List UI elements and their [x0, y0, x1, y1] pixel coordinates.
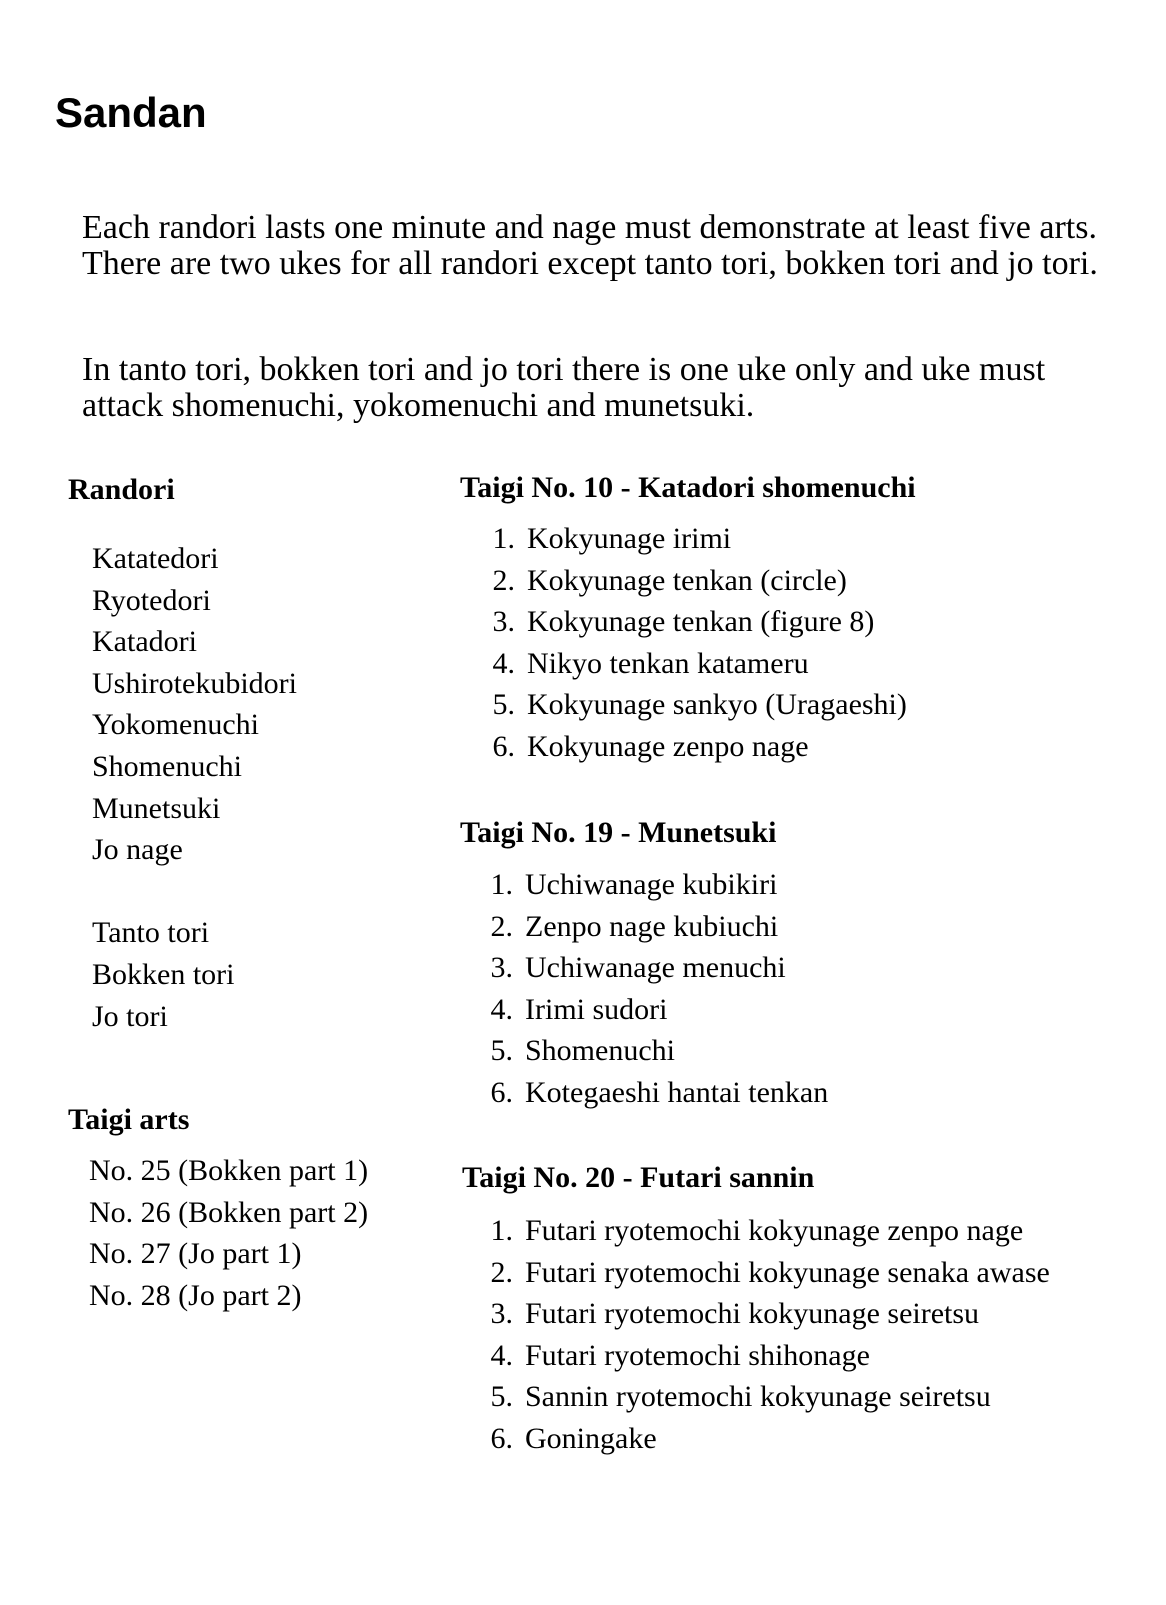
list-item: [473, 864, 828, 906]
taigi-arts-list: [89, 1150, 368, 1316]
item-text: Kokyunage irimi: [527, 522, 732, 555]
item-text: Kotegaeshi hantai tenkan: [525, 1075, 829, 1109]
item-number: 3.: [490, 1297, 513, 1331]
item-text: Futari ryotemochi shihonage: [525, 1338, 870, 1372]
list-item: Jo nage: [92, 833, 183, 867]
item-text: Irimi sudori: [525, 992, 668, 1026]
list-item: [475, 643, 907, 685]
item-text: Futari ryotemochi kokyunage seiretsu: [525, 1297, 980, 1331]
list-item: No. 27 (Jo part 1): [89, 1237, 302, 1271]
item-text: Kokyunage tenkan (circle): [527, 563, 847, 597]
randori-list: [92, 538, 297, 1037]
item-text: Uchiwanage kubikiri: [525, 868, 778, 901]
list-item: Katatedori: [92, 542, 219, 575]
list-item: Yokomenuchi: [92, 708, 259, 742]
item-number: 2.: [490, 909, 513, 943]
list-item: [475, 560, 907, 602]
item-number: 4.: [492, 646, 515, 680]
taigi-19-heading: Taigi No. 19 - Munetsuki: [460, 816, 777, 849]
item-text: Sannin ryotemochi kokyunage seiretsu: [525, 1380, 991, 1414]
taigi-19-list: [473, 864, 828, 1114]
list-item: Shomenuchi: [92, 749, 242, 783]
list-item: [473, 1335, 1050, 1377]
item-text: Kokyunage sankyo (Uragaeshi): [527, 688, 907, 722]
list-item: [473, 1252, 1050, 1294]
list-item: Ushirotekubidori: [92, 666, 297, 700]
item-number: 6.: [490, 1075, 513, 1109]
item-text: Zenpo nage kubiuchi: [525, 909, 779, 943]
list-item: [473, 989, 828, 1031]
list-item: [473, 947, 828, 989]
list-item: Bokken tori: [92, 957, 235, 991]
uke-paragraph: In tanto tori, bokken tori and jo tori there is one uke only and uke must attack shomenuchi, yokomenuchi and munetsuki.: [82, 351, 1046, 424]
list-item: No. 28 (Jo part 2): [89, 1278, 302, 1312]
item-text: Shomenuchi: [525, 1034, 675, 1068]
list-item: [473, 1376, 1050, 1418]
item-number: 4.: [490, 992, 513, 1026]
list-item: Tanto tori: [92, 916, 210, 950]
item-text: Futari ryotemochi kokyunage zenpo nage: [525, 1214, 1024, 1247]
item-number: 5.: [490, 1034, 513, 1068]
list-item: [475, 726, 907, 768]
taigi-arts-heading: Taigi arts: [68, 1103, 190, 1136]
list-item: [473, 906, 828, 948]
intro-paragraph: Each randori lasts one minute and nage must demonstrate at least five arts. There are two ukes for all randori except tanto tori, bokken tori and jo tori.: [82, 209, 1098, 282]
item-number: 1.: [492, 522, 515, 555]
list-item: No. 26 (Bokken part 2): [89, 1195, 369, 1229]
list-item: [473, 1293, 1050, 1335]
item-number: 5.: [492, 688, 515, 722]
list-item: No. 25 (Bokken part 1): [89, 1154, 369, 1187]
list-item: [473, 1030, 828, 1072]
page-title: Sandan: [55, 89, 207, 136]
taigi-10-heading: Taigi No. 10 - Katadori shomenuchi: [460, 471, 916, 504]
list-item: Jo tori: [92, 999, 168, 1033]
item-text: Futari ryotemochi kokyunage senaka awase: [525, 1255, 1050, 1289]
item-text: Kokyunage tenkan (figure 8): [527, 605, 875, 639]
taigi-20-heading: Taigi No. 20 - Futari sannin: [462, 1161, 815, 1194]
item-number: 3.: [492, 605, 515, 639]
item-text: Goningake: [525, 1421, 657, 1455]
item-text: Kokyunage zenpo nage: [527, 729, 809, 763]
list-spacer: [92, 871, 297, 913]
item-text: Uchiwanage menuchi: [525, 951, 786, 985]
item-number: 6.: [490, 1421, 513, 1455]
list-item: [475, 518, 907, 560]
list-item: Ryotedori: [92, 583, 211, 617]
list-item: [473, 1210, 1050, 1252]
item-number: 5.: [490, 1380, 513, 1414]
list-item: [473, 1072, 828, 1114]
item-number: 2.: [490, 1255, 513, 1289]
taigi-20-list: [473, 1210, 1050, 1460]
list-item: Katadori: [92, 625, 197, 659]
list-item: [475, 684, 907, 726]
list-item: [475, 601, 907, 643]
list-item: [473, 1418, 1050, 1460]
item-number: 6.: [492, 729, 515, 763]
item-number: 3.: [490, 951, 513, 985]
list-item: Munetsuki: [92, 791, 221, 825]
item-number: 1.: [490, 1214, 513, 1247]
item-text: Nikyo tenkan katameru: [527, 646, 809, 680]
item-number: 2.: [492, 563, 515, 597]
item-number: 1.: [490, 868, 513, 901]
randori-heading: Randori: [68, 473, 175, 506]
taigi-10-list: [475, 518, 907, 768]
item-number: 4.: [490, 1338, 513, 1372]
